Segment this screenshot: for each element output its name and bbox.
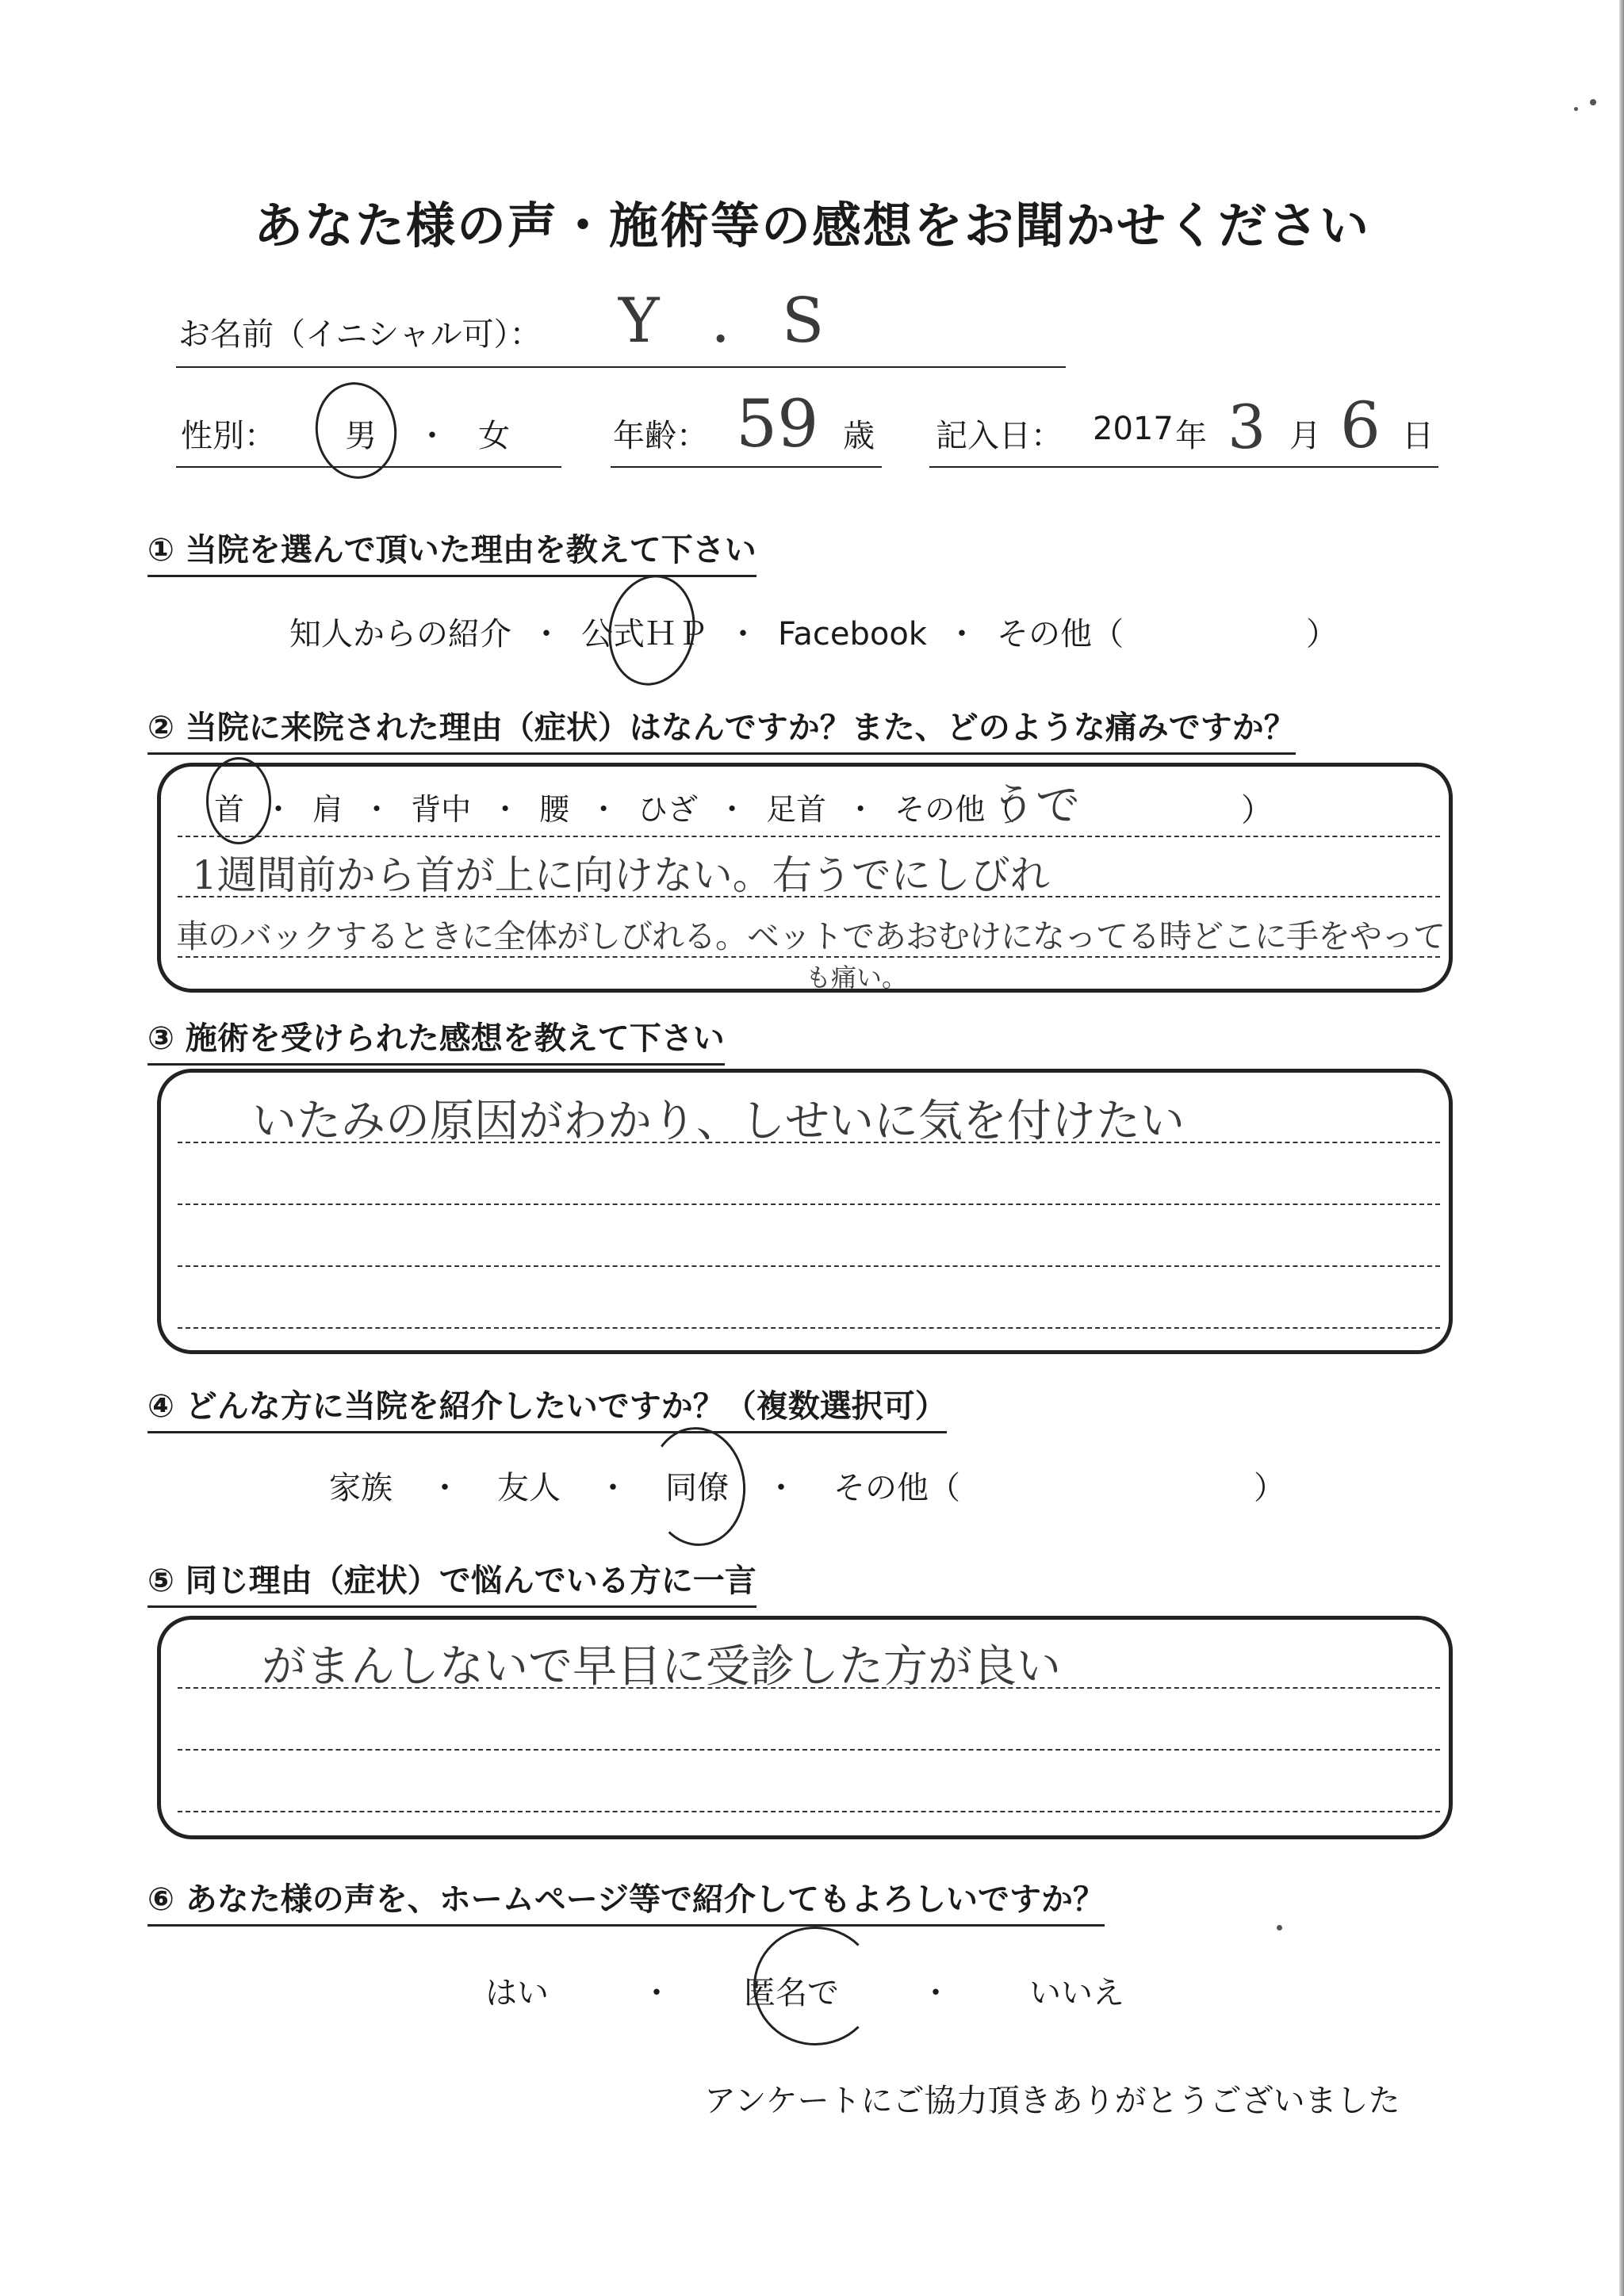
separator: ・ (845, 792, 876, 827)
q6-heading: ⑥ あなた様の声を、ホームページ等で紹介してもよろしいですか？ (147, 1874, 1105, 1927)
q4-close-paren: ） (1254, 1470, 1285, 1506)
q2-answer-line1[interactable]: 1週間前から首が上に向けない。右うでにしびれ (192, 852, 1050, 898)
selection-circle (644, 1423, 751, 1550)
q3-heading: ③ 施術を受けられた感想を教えて下さい (147, 1013, 725, 1066)
q5-heading: ⑤ 同じ理由（症状）で悩んでいる方に一言 (147, 1556, 756, 1608)
name-underline (176, 366, 1066, 368)
q4-option-friend[interactable]: 友人 (497, 1470, 561, 1506)
separator: ・ (490, 792, 521, 827)
q6-option-anonymous[interactable]: 匿名で (744, 1975, 839, 2011)
gender-label: 性別： (181, 418, 276, 454)
q2-option-shoulder[interactable]: 肩 (312, 792, 343, 827)
separator: ・ (588, 792, 619, 827)
answer-line (178, 1687, 1440, 1689)
q6-option-no[interactable]: いいえ (1029, 1975, 1124, 2011)
q5-answer-line1[interactable]: がまんしないで早目に受診した方が良い (262, 1641, 1061, 1693)
q2-option-other[interactable]: その他（ (894, 792, 1016, 827)
answer-line (178, 1327, 1440, 1329)
answer-line (178, 1811, 1440, 1812)
q1-close-paren: ） (1305, 616, 1338, 652)
q1-option-facebook[interactable]: Facebook (778, 616, 927, 652)
separator: ・ (920, 1975, 952, 2011)
age-value[interactable]: 59 (736, 387, 819, 462)
separator: ・ (641, 1975, 672, 2011)
footer-thanks: アンケートにご協力頂きありがとうございました (704, 2083, 1400, 2119)
selection-circle (309, 377, 403, 484)
age-unit: 歳 (843, 418, 875, 454)
q1-option-official-hp[interactable]: 公式ＨＰ (581, 616, 708, 652)
date-month-value[interactable]: 3 (1228, 392, 1266, 462)
separator: ・ (717, 792, 748, 827)
q2-option-back[interactable]: 背中 (411, 792, 472, 827)
separator: ・ (429, 1470, 461, 1506)
date-day-unit: 日 (1402, 418, 1434, 454)
name-value[interactable]: Y . S (619, 285, 841, 357)
selection-circle (753, 1927, 877, 2045)
q2-other-value[interactable]: うで (991, 780, 1080, 832)
q4-option-other[interactable]: その他（ (833, 1470, 960, 1506)
form-title: あなた様の声・施術等の感想をお聞かせください (253, 197, 1370, 254)
q3-answer-line1[interactable]: いたみの原因がわかり、しせいに気を付けたい (252, 1096, 1185, 1147)
date-year: 2017 (1093, 411, 1174, 447)
answer-line (178, 1203, 1440, 1205)
q2-answer-line3[interactable]: も痛い。 (806, 962, 908, 993)
q1-options (289, 609, 1338, 654)
separator: ・ (263, 792, 294, 827)
age-label: 年齢： (613, 418, 708, 454)
selection-circle (206, 757, 271, 844)
q2-options (214, 785, 1015, 828)
q1-option-other[interactable]: その他（ (996, 616, 1124, 652)
q4-heading: ④ どんな方に当院を紹介したいですか？（複数選択可） (147, 1381, 947, 1433)
gender-option-female[interactable]: 女 (478, 418, 510, 454)
separator: ・ (362, 792, 393, 827)
q1-option-referral[interactable]: 知人からの紹介 (289, 616, 511, 652)
q6-option-yes[interactable]: はい (485, 1975, 549, 2011)
separator: ・ (597, 1470, 629, 1506)
date-day-value[interactable]: 6 (1340, 388, 1381, 462)
q2-option-ankle[interactable]: 足首 (766, 792, 827, 827)
answer-line (178, 1142, 1440, 1143)
age-underline (611, 466, 882, 468)
date-month-unit: 月 (1289, 418, 1321, 454)
gender-separator: ・ (416, 418, 448, 454)
name-label: お名前（イニシャル可）： (178, 316, 542, 353)
scan-speck (1590, 99, 1596, 105)
scan-edge-shadow (1619, 0, 1624, 2296)
gender-underline (176, 466, 561, 468)
q1-heading: ① 当院を選んで頂いた理由を教えて下さい (147, 525, 756, 577)
separator: ・ (530, 616, 562, 652)
date-year-unit: 年 (1175, 418, 1207, 454)
q2-option-knee[interactable]: ひざ (638, 792, 699, 827)
separator: ・ (765, 1470, 797, 1506)
answer-line (178, 1749, 1440, 1751)
date-underline (929, 466, 1438, 468)
answer-line (178, 1265, 1440, 1267)
q2-heading: ② 当院に来院された理由（症状）はなんですか？また、どのような痛みですか？ (147, 702, 1296, 755)
answer-line (178, 896, 1440, 897)
date-label: 記入日： (936, 418, 1063, 454)
separator: ・ (945, 616, 978, 652)
scan-speck (1277, 1925, 1282, 1931)
q2-option-waist[interactable]: 腰 (539, 792, 570, 827)
gender-option-male[interactable]: 男 (345, 418, 377, 454)
q2-answer-line2[interactable]: 車のバックするときに全体がしびれる。ベットであおむけになってる時どこに手をやって (176, 917, 1445, 955)
separator: ・ (727, 616, 759, 652)
scan-speck (1574, 107, 1578, 111)
answer-line (178, 836, 1440, 837)
q2-option-neck[interactable]: 首 (214, 792, 245, 827)
q4-option-family[interactable]: 家族 (329, 1470, 393, 1506)
q2-close-paren: ） (1241, 792, 1273, 828)
q4-options (329, 1463, 1285, 1508)
selection-circle (600, 568, 704, 693)
q4-option-colleague[interactable]: 同僚 (665, 1470, 729, 1506)
